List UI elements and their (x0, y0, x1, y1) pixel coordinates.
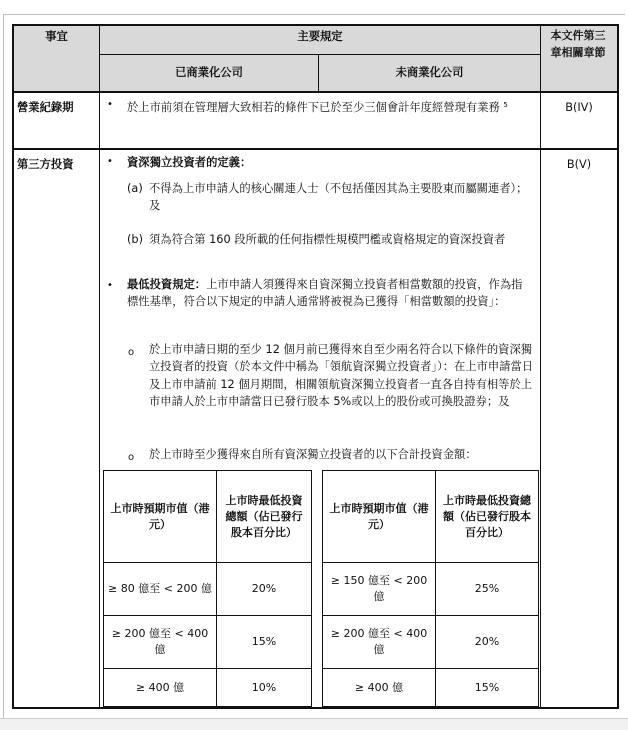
min-investment-body: 上市申請人須獲得來自資深獨立投資者相當數額的投資，作為指標性基準，符合以下規定的申請人通常將被視為已獲得「相當數額的投資」： (127, 278, 523, 309)
item-b-marker: (b) (127, 233, 143, 246)
sub-bullet-2-marker: o (128, 452, 135, 463)
col-divider-1 (99, 24, 100, 709)
item-b-text: 須為符合第 160 段所載的任何指標性規模門檻或資格規定的資深投資者 (149, 233, 506, 246)
threshold-pct: 15% (217, 616, 312, 669)
section-ref-third-party: B(V) (566, 158, 592, 171)
header-sub-line (99, 54, 540, 55)
table-border-bottom (12, 707, 619, 709)
col-divider-2 (540, 24, 541, 709)
row-label-track-record: 營業紀錄期 (17, 101, 74, 114)
definition-heading: 資深獨立投資者的定義： (127, 156, 252, 169)
item-a-text: 不得為上市申請人的核心關連人士（不包括僅因其為主要股東而屬關連者）；及 (149, 182, 528, 213)
threshold-cap: ≥ 200 億至 < 400 億 (323, 616, 436, 669)
table-border-right (617, 24, 619, 709)
threshold-cap: ≥ 400 億 (104, 669, 217, 707)
min-investment-text (127, 276, 533, 311)
threshold-cap: ≥ 150 億至 < 200 億 (323, 563, 436, 616)
row-divider (12, 148, 619, 150)
header-bottom-line (12, 91, 619, 93)
header-section: 本文件第三章相關章節 (550, 29, 606, 59)
threshold-pct: 20% (436, 616, 539, 669)
threshold-table-commercial (103, 470, 312, 707)
track-record-body: 於上市前須在管理層大致相若的條件下已於至少三個會計年度經營現有業務 (127, 101, 500, 114)
threshold-pct: 15% (436, 669, 539, 707)
threshold-cap: ≥ 400 億 (323, 669, 436, 707)
threshold-pct: 20% (217, 563, 312, 616)
viewer-bottom-band (0, 718, 628, 730)
table-border-left (12, 24, 14, 709)
item-a-marker: (a) (127, 182, 143, 195)
threshold-head-min: 上市時最低投資總額（佔已發行股本百分比） (436, 471, 539, 563)
threshold-head-cap: 上市時預期市值（港元） (323, 471, 436, 563)
sub-bullet-1-marker: o (128, 347, 135, 358)
min-investment-heading: 最低投資規定： (127, 278, 207, 291)
table-border-top (12, 24, 619, 26)
header-commercial: 已商業化公司 (175, 66, 243, 79)
threshold-head-cap: 上市時預期市值（港元） (104, 471, 217, 563)
threshold-pct: 25% (436, 563, 539, 616)
section-ref-track-record: B(IV) (565, 101, 593, 114)
track-record-text (127, 97, 533, 116)
row-label-third-party: 第三方投資 (17, 158, 74, 171)
bullet-track-record: • (107, 99, 113, 110)
threshold-table-precommercial (322, 470, 539, 707)
header-matter: 事宜 (45, 30, 68, 43)
threshold-cap: ≥ 200 億至 < 400 億 (104, 616, 217, 669)
sub-bullet-2-text: 於上市時至少獲得來自所有資深獨立投資者的以下合計投資金額： (149, 448, 477, 461)
footnote-marker: 5 (503, 101, 508, 109)
sub-bullet-1-text: 於上市申請日期的至少 12 個月前已獲得來自至少兩名符合以下條件的資深獨立投資者的投資（於本文件中稱為「領航資深獨立投資者」）：在上市申請當日及上市申請前 12 個月期間，相關領航資深獨立投資者一直各自持有相等於上市申請人於上市申請當日已發行股本 5%或以上的股份或可換股證券；及 (149, 343, 534, 408)
threshold-pct: 10% (217, 669, 312, 707)
threshold-head-min: 上市時最低投資總額（佔已發行股本百分比） (217, 471, 312, 563)
bullet-min-investment: • (107, 280, 113, 291)
bullet-definition: • (107, 156, 113, 167)
threshold-cap: ≥ 80 億至 < 200 億 (104, 563, 217, 616)
header-main-rules: 主要規定 (297, 30, 343, 43)
header-precommercial: 未商業化公司 (395, 66, 464, 79)
